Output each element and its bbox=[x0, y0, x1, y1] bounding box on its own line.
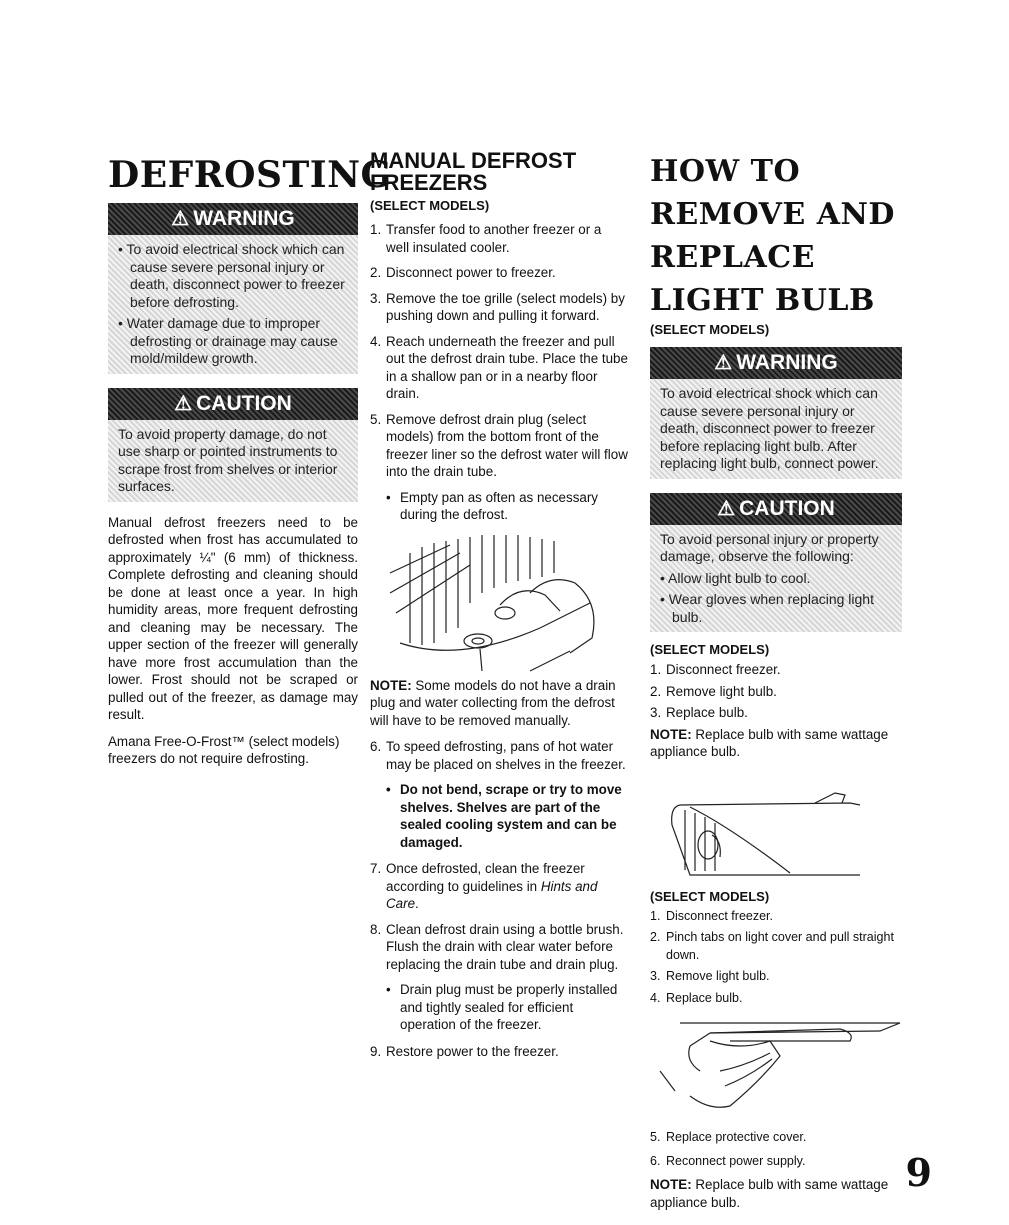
manual-steps-a bbox=[370, 221, 628, 481]
manual-subtitle: (SELECT MODELS) bbox=[370, 198, 490, 213]
bulb-note: NOTE: Replace bulb with same wattage appliance bulb. bbox=[650, 1177, 889, 1210]
warning-banner bbox=[650, 347, 902, 379]
caution-text: To avoid personal injury or property damage, observe the following: bbox=[660, 530, 879, 564]
list-item: 1. Disconnect freezer. bbox=[650, 908, 773, 923]
bulb-subtitle: (SELECT MODELS) bbox=[650, 322, 770, 337]
warning-triangle-icon: ⚠ bbox=[717, 497, 736, 520]
caution-label: CAUTION bbox=[739, 496, 835, 520]
list-item: 5. Replace protective cover. bbox=[650, 1130, 807, 1144]
warning-triangle-icon: ⚠ bbox=[174, 392, 193, 415]
list-item: 2. Remove light bulb. bbox=[650, 683, 777, 699]
warning-panel bbox=[650, 379, 902, 479]
caution-item: • Allow light bulb to cool. bbox=[660, 569, 811, 586]
bulb-note: NOTE: Replace bulb with same wattage appliance bulb. bbox=[650, 726, 889, 759]
caution-panel bbox=[108, 420, 358, 502]
bullet-item: • Drain plug must be properly installed and tightly sealed for efficient operation of the freezer. bbox=[386, 982, 618, 1032]
defrosting-column bbox=[108, 150, 392, 777]
list-item: 1. Disconnect freezer. bbox=[650, 662, 781, 677]
list-item: 1. Transfer food to another freezer or a well insulated cooler. bbox=[370, 222, 602, 255]
free-o-frost-paragraph: Amana Free-O-Frost™ (select models) freezers do not require defrosting. bbox=[108, 733, 340, 766]
caution-label: CAUTION bbox=[196, 391, 292, 415]
caution-text: To avoid property damage, do not use sharp or pointed instruments to scrape frost from shelves or interior surfaces. bbox=[118, 425, 338, 494]
bulb-steps-2 bbox=[650, 908, 902, 1008]
manual-note: NOTE: Some models do not have a drain plug and water collecting from the defrost will have to be removed manually. bbox=[370, 677, 616, 728]
list-item: 3. Remove light bulb. bbox=[650, 969, 770, 983]
list-item: 3. Remove the toe grille (select models) by pushing down and pulling it forward. bbox=[370, 290, 625, 323]
page-number: 9 bbox=[905, 1150, 932, 1195]
section-label: (SELECT MODELS) bbox=[650, 888, 770, 904]
manual-defrost-column bbox=[370, 150, 628, 1068]
list-item: 6. To speed defrosting, pans of hot water may be placed on shelves in the freezer. bbox=[370, 739, 626, 772]
list-item: 5. Remove defrost drain plug (select models) from the bottom front of the freezer liner so the defrost water will flow into the drain tube. bbox=[370, 411, 628, 479]
caution-banner bbox=[108, 388, 358, 420]
defrosting-title: DEFROSTING bbox=[108, 154, 392, 196]
light-bulb-title: HOW TO REMOVE AND REPLACE LIGHT BULB bbox=[650, 154, 895, 318]
list-item: 4. Reach underneath the freezer and pull out the defrost drain tube. Place the tube in a shallow pan or in a nearby floor drain. bbox=[370, 333, 628, 401]
bulb-steps-3 bbox=[650, 1129, 902, 1170]
manual-defrost-title: MANUAL DEFROST FREEZERS bbox=[370, 148, 577, 195]
light-cover-illustration bbox=[650, 1011, 902, 1121]
bullet-item: • Empty pan as often as necessary during the defrost. bbox=[386, 489, 598, 522]
warning-panel bbox=[108, 235, 358, 374]
caution-banner bbox=[650, 493, 902, 525]
warning-text: To avoid electrical shock which can cause severe personal injury or death, disconnect power to freezer before replacing light bulb. After replacing light bulb, connect power. bbox=[660, 385, 879, 471]
warning-item: • To avoid electrical shock which can cause severe personal injury or death, disconnect power to freezer before defrosting. bbox=[118, 241, 345, 310]
drain-plug-illustration bbox=[370, 533, 628, 673]
ceiling-light-illustration bbox=[650, 765, 902, 885]
list-item: 2. Disconnect power to freezer. bbox=[370, 265, 556, 280]
warning-banner bbox=[108, 203, 358, 235]
manual-steps-b bbox=[370, 738, 628, 773]
manual-steps-c bbox=[370, 860, 628, 973]
warning-triangle-icon: ⚠ bbox=[714, 352, 733, 374]
caution-item: • Wear gloves when replacing light bulb. bbox=[660, 591, 874, 625]
list-item: 6. Reconnect power supply. bbox=[650, 1153, 806, 1168]
light-bulb-column bbox=[650, 150, 902, 1220]
caution-panel bbox=[650, 525, 902, 633]
list-item: 9. Restore power to the freezer. bbox=[370, 1043, 559, 1059]
defrosting-paragraph: Manual defrost freezers need to be defrosted when frost has accumulated to approximately ¼" (6 mm) of thickness. Complete defrosting and cleaning should be done at least once a year. In high humidity areas, more frequent defrosting and cleaning may be necessary. The upper section of the freezer will generally have more frost accumulation than the lower. Frost should not be scraped or pulled out of the freezer, as damage may result. bbox=[108, 514, 358, 722]
section-label: (SELECT MODELS) bbox=[650, 642, 770, 657]
list-item: 4. Replace bulb. bbox=[650, 990, 743, 1005]
warning-label: WARNING bbox=[736, 351, 838, 374]
warning-label: WARNING bbox=[193, 207, 295, 230]
list-item: 7. Once defrosted, clean the freezer according to guidelines in Hints and Care. bbox=[370, 861, 598, 911]
warning-item: • Water damage due to improper defrosting or drainage may cause mold/mildew growth. bbox=[118, 315, 338, 366]
bullet-item: • Do not bend, scrape or try to move shelves. Shelves are part of the sealed cooling system and can be damaged. bbox=[386, 782, 622, 850]
list-item: 3. Replace bulb. bbox=[650, 705, 748, 720]
manual-steps-d bbox=[370, 1043, 628, 1061]
bulb-steps-1 bbox=[650, 661, 902, 722]
list-item: 2. Pinch tabs on light cover and pull straight down. bbox=[650, 930, 894, 962]
warning-triangle-icon: ⚠ bbox=[171, 208, 190, 230]
list-item: 8. Clean defrost drain using a bottle brush. Flush the drain with clear water before replacing the drain tube and drain plug. bbox=[370, 921, 624, 972]
